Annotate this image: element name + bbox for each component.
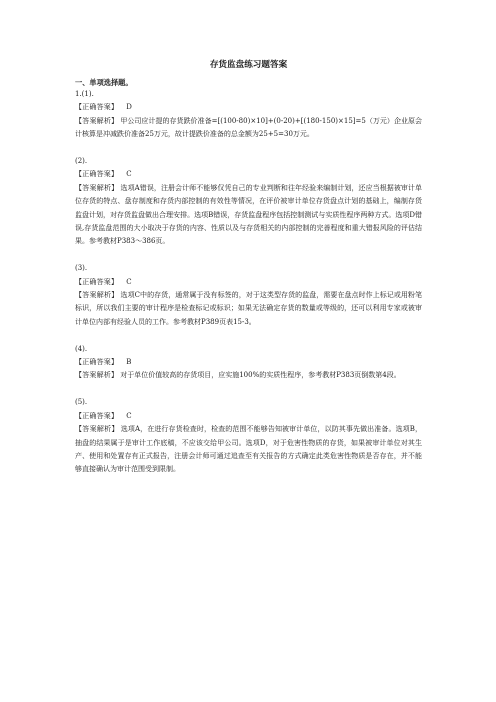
analysis-label: 【答案解析】	[75, 371, 119, 380]
analysis-label: 【答案解析】	[75, 291, 119, 300]
analysis-text: 甲公司应计提的存货跌价准备=[(100-80)×10]+(0-20)+[(180-150)×15]=5（万元）企业原会计核算是冲减跌价准备25万元，故计提跌价准备的总金额为25+5=30万元。	[75, 116, 423, 139]
analysis-text: 选项A错误，注册会计师不能够仅凭自己的专业判断和往年经验来编制计划，还应当根据被审计单位存货的特点、盘存制度和存货内部控制的有效性等情况，在评价被审计单位存货盘点计划的基础上，编制存货监盘计划，对存货监盘做出合理安排。选项B错误，存货监盘程序包括控制测试与实质性程序两种方式。选项D错误,存货监盘范围的大小取决于存货的内容、性质以及与存货相关的内部控制的完善程度和重大错报风险的评估结果。参考教材P383～386页。	[75, 183, 422, 246]
answer-value: D	[126, 103, 132, 112]
question-block	[75, 155, 422, 249]
answer-value: C	[126, 411, 132, 420]
question-number: (5).	[75, 398, 88, 407]
question-block	[75, 396, 422, 476]
answer-line	[75, 101, 422, 114]
question-number: (2).	[75, 157, 88, 166]
section-heading: 一、单项选择题。	[75, 78, 133, 87]
document-title: 存货监盘练习题答案	[209, 60, 288, 70]
analysis-paragraph	[75, 115, 422, 142]
answer-label: 【正确答案】	[75, 277, 119, 286]
spacer	[75, 249, 422, 262]
answer-label: 【正确答案】	[75, 411, 119, 420]
answer-line	[75, 276, 422, 289]
analysis-label: 【答案解析】	[75, 425, 119, 434]
answer-value: C	[126, 170, 132, 179]
answer-label: 【正确答案】	[75, 103, 119, 112]
answer-value: C	[126, 277, 132, 286]
spacer	[75, 142, 422, 155]
analysis-paragraph	[75, 423, 422, 477]
question-number: (3).	[75, 264, 88, 273]
spacer	[75, 329, 422, 342]
answer-label: 【正确答案】	[75, 358, 119, 367]
question-number: 1.(1).	[75, 90, 94, 98]
analysis-text: 选项A，在进行存货检查时，检查的范围不能够告知被审计单位，以防其事先做出准备。选项B，抽盘的结果属于是审计工作底稿，不应该交给甲公司。选项D，对于危害性物质的存货，如果被审计单位对其生产、使用和处置存有正式报告，注册会计师可通过追查至有关报告的方式确定此类危害性物质是否存在，并不能够直接确认为审计范围受到限制。	[75, 425, 422, 474]
analysis-paragraph	[75, 369, 422, 382]
question-number: (4).	[75, 344, 88, 353]
analysis-label: 【答案解析】	[75, 183, 119, 192]
question-block	[75, 88, 422, 142]
answer-line	[75, 168, 422, 181]
question-block	[75, 262, 422, 329]
analysis-label: 【答案解析】	[75, 116, 119, 125]
answer-line	[75, 410, 422, 423]
answer-value: B	[126, 358, 132, 367]
analysis-text: 对于单位价值较高的存货项目，应实施100%的实质性程序，参考教材P383页倒数第4段。	[120, 371, 401, 380]
analysis-text: 选项C中的存货，通常属于没有标签的，对于这类型存货的监盘，需要在盘点时作上标记或用粉笔标识，所以我们主要的审计程序是检查标记或标识；如果无法确定存货的数量或等级的，还可以利用专家或被审计单位内部有经验人员的工作。参考教材P389页表15-3。	[75, 291, 423, 326]
answer-label: 【正确答案】	[75, 170, 119, 179]
document-body	[75, 59, 422, 477]
answer-line	[75, 356, 422, 369]
analysis-paragraph	[75, 289, 422, 329]
analysis-paragraph	[75, 182, 422, 249]
spacer	[75, 383, 422, 396]
question-block	[75, 343, 422, 383]
